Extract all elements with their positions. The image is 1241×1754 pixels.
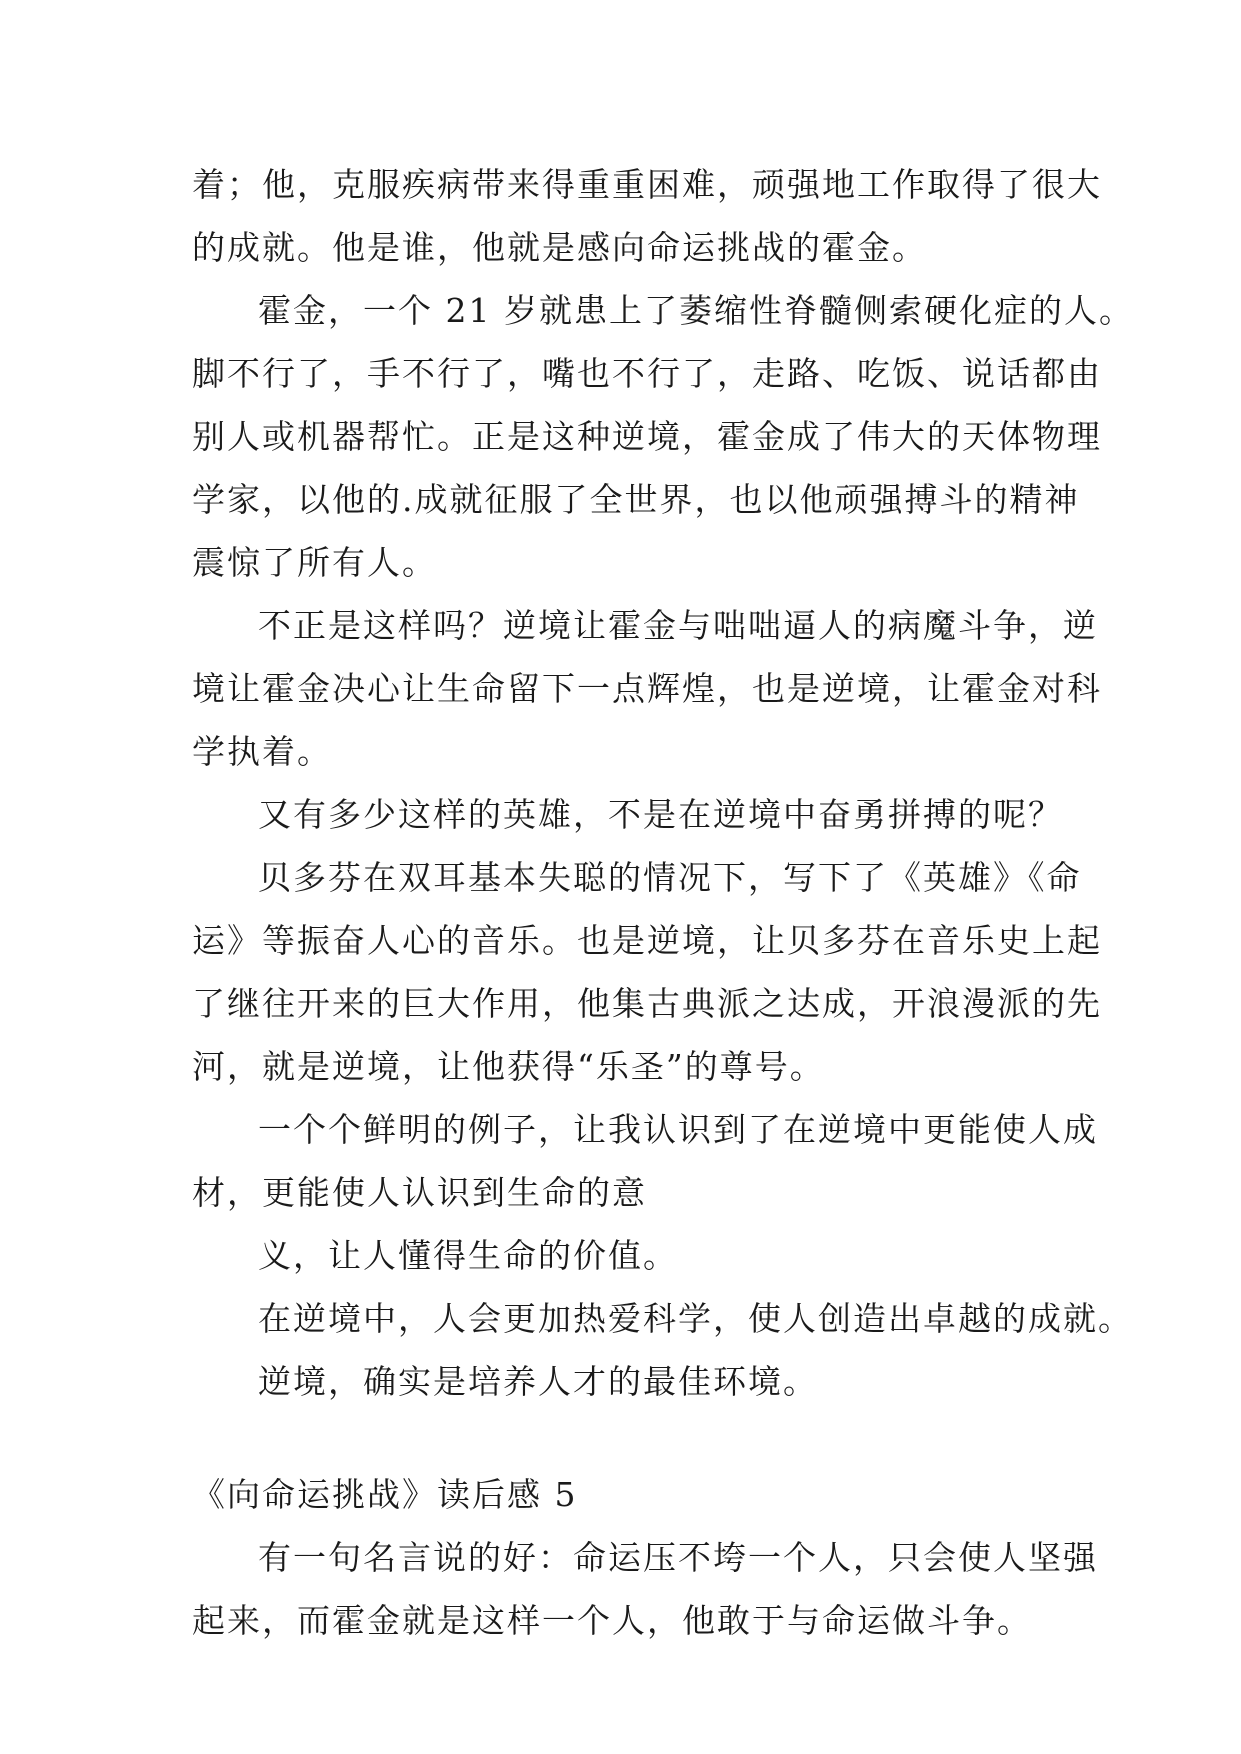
paragraph-line: 河，就是逆境，让他获得“乐圣”的尊号。 <box>192 1047 825 1086</box>
paragraph-line: 学家，以他的.成就征服了全世界，也以他顽强搏斗的精神 <box>192 480 1080 519</box>
paragraph-line: 别人或机器帮忙。正是这种逆境，霍金成了伟大的天体物理 <box>192 417 1102 456</box>
paragraph-line: 起来，而霍金就是这样一个人，他敢于与命运做斗争。 <box>192 1601 1032 1640</box>
paragraph-line: 逆境，确实是培养人才的最佳环境。 <box>258 1362 818 1401</box>
paragraph-line: 又有多少这样的英雄，不是在逆境中奋勇拼搏的呢？ <box>258 795 1063 834</box>
paragraph-line: 材，更能使人认识到生命的意 <box>192 1173 647 1212</box>
paragraph-line: 运》等振奋人心的音乐。也是逆境，让贝多芬在音乐史上起 <box>192 921 1102 960</box>
paragraph-line: 在逆境中，人会更加热爱科学，使人创造出卓越的成就。 <box>258 1299 1133 1338</box>
paragraph-line: 贝多芬在双耳基本失聪的情况下，写下了《英雄》《命 <box>258 858 1082 897</box>
paragraph-line: 着；他，克服疾病带来得重重困难，顽强地工作取得了很大 <box>192 165 1102 204</box>
section-heading: 《向命运挑战》读后感 5 <box>192 1475 578 1514</box>
paragraph-line: 了继往开来的巨大作用，他集古典派之达成，开浪漫派的先 <box>192 984 1102 1023</box>
paragraph-line: 霍金，一个 21 岁就患上了萎缩性脊髓侧索硬化症的人。 <box>258 291 1134 330</box>
paragraph-line: 震惊了所有人。 <box>192 543 437 582</box>
paragraph-line: 的成就。他是谁，他就是感向命运挑战的霍金。 <box>192 228 927 267</box>
paragraph-line: 境让霍金决心让生命留下一点辉煌，也是逆境，让霍金对科 <box>192 669 1102 708</box>
paragraph-line: 一个个鲜明的例子，让我认识到了在逆境中更能使人成 <box>258 1110 1098 1149</box>
paragraph-line: 学执着。 <box>192 732 332 771</box>
paragraph-line: 义，让人懂得生命的价值。 <box>258 1236 678 1275</box>
paragraph-line: 不正是这样吗？逆境让霍金与咄咄逼人的病魔斗争，逆 <box>258 606 1098 645</box>
paragraph-line: 脚不行了，手不行了，嘴也不行了，走路、吃饭、说话都由 <box>192 354 1102 393</box>
paragraph-line: 有一句名言说的好：命运压不垮一个人，只会使人坚强 <box>258 1538 1098 1577</box>
